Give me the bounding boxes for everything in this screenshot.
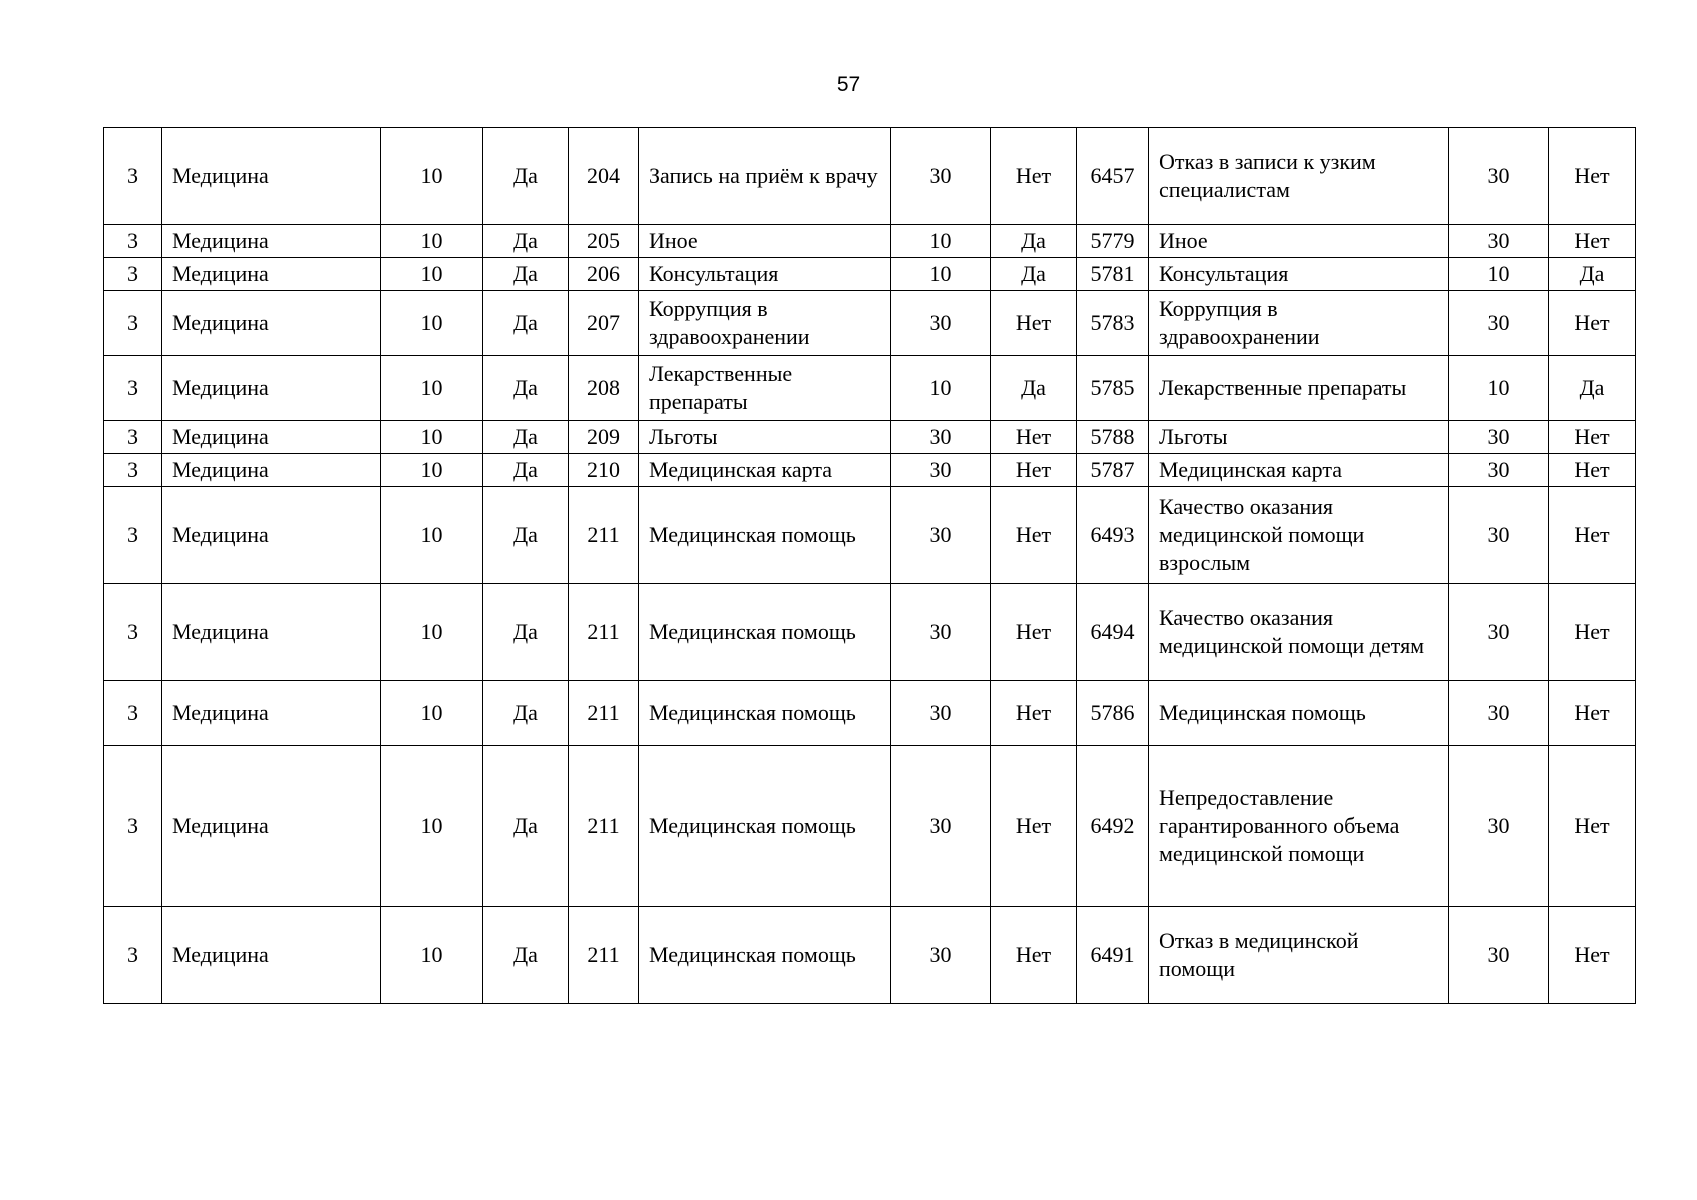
table-cell: Да: [483, 225, 569, 258]
table-cell: Медицинская помощь: [639, 584, 891, 681]
table-cell: 3: [104, 291, 162, 356]
table-cell: Нет: [991, 746, 1077, 907]
table-row: [104, 454, 1636, 487]
table-cell: Медицинская помощь: [639, 487, 891, 584]
table-cell: 30: [1449, 128, 1549, 225]
table-cell: Медицина: [162, 584, 381, 681]
table-cell: 30: [891, 128, 991, 225]
table-cell: 3: [104, 584, 162, 681]
table-cell: 30: [891, 454, 991, 487]
table-cell: 205: [569, 225, 639, 258]
table-cell: Медицина: [162, 454, 381, 487]
table-cell: 10: [381, 487, 483, 584]
table-cell: 30: [891, 746, 991, 907]
table-cell: Нет: [1549, 291, 1636, 356]
table-cell: 3: [104, 258, 162, 291]
table-cell: 10: [381, 128, 483, 225]
table-cell: Медицина: [162, 258, 381, 291]
table-cell: Лекарственные препараты: [639, 356, 891, 421]
table-cell: Нет: [1549, 681, 1636, 746]
table-cell: Нет: [1549, 907, 1636, 1004]
table-cell: Да: [483, 454, 569, 487]
table-cell: Качество оказания медицинской помощи взрослым: [1149, 487, 1449, 584]
table-cell: 10: [891, 225, 991, 258]
table-row: [104, 681, 1636, 746]
table-cell: Нет: [991, 584, 1077, 681]
table-row: [104, 907, 1636, 1004]
table-cell: Нет: [1549, 225, 1636, 258]
table-cell: Медицина: [162, 907, 381, 1004]
table-cell: Да: [1549, 356, 1636, 421]
table-cell: Да: [483, 487, 569, 584]
table-cell: Медицина: [162, 291, 381, 356]
table-cell: 10: [381, 907, 483, 1004]
table-cell: Непредоставление гарантированного объема медицинской помощи: [1149, 746, 1449, 907]
table-cell: Да: [483, 907, 569, 1004]
table-cell: 30: [891, 291, 991, 356]
table-cell: 10: [381, 291, 483, 356]
table-cell: Да: [991, 258, 1077, 291]
table-cell: 6457: [1077, 128, 1149, 225]
table-cell: Медицинская помощь: [639, 907, 891, 1004]
table-cell: Медицина: [162, 128, 381, 225]
table-row: [104, 584, 1636, 681]
table-cell: 30: [1449, 746, 1549, 907]
table-cell: 3: [104, 128, 162, 225]
table-cell: 5783: [1077, 291, 1149, 356]
table-cell: Нет: [991, 128, 1077, 225]
table-cell: 3: [104, 681, 162, 746]
page-number: 57: [836, 73, 861, 96]
table-cell: 211: [569, 907, 639, 1004]
table-cell: 10: [381, 584, 483, 681]
table-cell: Нет: [1549, 421, 1636, 454]
table-cell: Нет: [991, 907, 1077, 1004]
table-cell: 30: [1449, 681, 1549, 746]
table-cell: Да: [1549, 258, 1636, 291]
table-cell: 30: [1449, 907, 1549, 1004]
table-cell: 30: [1449, 421, 1549, 454]
table-cell: Нет: [991, 454, 1077, 487]
table-row: [104, 487, 1636, 584]
table-cell: 30: [891, 421, 991, 454]
table-cell: 3: [104, 487, 162, 584]
table-cell: 10: [891, 258, 991, 291]
table-cell: 30: [1449, 454, 1549, 487]
table-row: [104, 421, 1636, 454]
table-row: [104, 746, 1636, 907]
table-cell: 30: [1449, 584, 1549, 681]
table-cell: 209: [569, 421, 639, 454]
table-cell: 10: [381, 225, 483, 258]
table-cell: 211: [569, 681, 639, 746]
table-cell: 6494: [1077, 584, 1149, 681]
table-cell: Медицина: [162, 681, 381, 746]
table-cell: Да: [483, 746, 569, 907]
table-cell: 30: [1449, 291, 1549, 356]
table-cell: 5786: [1077, 681, 1149, 746]
table-cell: Отказ в медицинской помощи: [1149, 907, 1449, 1004]
table-cell: 204: [569, 128, 639, 225]
table-cell: 208: [569, 356, 639, 421]
table-cell: Медицина: [162, 356, 381, 421]
table-cell: Медицинская помощь: [639, 746, 891, 907]
table-cell: Да: [483, 128, 569, 225]
table-cell: 30: [891, 681, 991, 746]
table-cell: Нет: [991, 681, 1077, 746]
table-cell: Медицина: [162, 487, 381, 584]
table-cell: Коррупция в здравоохранении: [1149, 291, 1449, 356]
table-cell: 3: [104, 746, 162, 907]
table-row: [104, 128, 1636, 225]
table-cell: Нет: [991, 421, 1077, 454]
table-cell: Лекарственные препараты: [1149, 356, 1449, 421]
table-cell: Консультация: [1149, 258, 1449, 291]
table-cell: Нет: [1549, 746, 1636, 907]
table-row: [104, 356, 1636, 421]
table-cell: Медицина: [162, 421, 381, 454]
table-cell: 211: [569, 746, 639, 907]
table-cell: Льготы: [639, 421, 891, 454]
table-cell: 30: [1449, 225, 1549, 258]
table-cell: Нет: [1549, 128, 1636, 225]
table-cell: Нет: [1549, 584, 1636, 681]
table-cell: Медицина: [162, 746, 381, 907]
table-cell: 10: [1449, 356, 1549, 421]
table-cell: Качество оказания медицинской помощи детям: [1149, 584, 1449, 681]
table-cell: 210: [569, 454, 639, 487]
table-cell: 10: [1449, 258, 1549, 291]
data-table: [103, 127, 1636, 1004]
table-cell: Запись на приём к врачу: [639, 128, 891, 225]
table-cell: 10: [891, 356, 991, 421]
table-cell: Коррупция в здравоохранении: [639, 291, 891, 356]
table-cell: Нет: [1549, 454, 1636, 487]
table-cell: Медицинская помощь: [1149, 681, 1449, 746]
table-cell: 6491: [1077, 907, 1149, 1004]
table-cell: Медицинская карта: [1149, 454, 1449, 487]
table-cell: 211: [569, 584, 639, 681]
table-cell: 5781: [1077, 258, 1149, 291]
table-cell: 207: [569, 291, 639, 356]
table-cell: Иное: [1149, 225, 1449, 258]
table-cell: 6492: [1077, 746, 1149, 907]
table-cell: 3: [104, 454, 162, 487]
table-cell: Да: [991, 225, 1077, 258]
table-cell: Да: [483, 291, 569, 356]
table-cell: 10: [381, 681, 483, 746]
table-cell: Медицина: [162, 225, 381, 258]
table-cell: 6493: [1077, 487, 1149, 584]
table-row: [104, 258, 1636, 291]
table-cell: 3: [104, 356, 162, 421]
table-cell: 10: [381, 746, 483, 907]
table-cell: 10: [381, 421, 483, 454]
table-cell: Да: [483, 356, 569, 421]
table-cell: Медицинская помощь: [639, 681, 891, 746]
table-cell: 10: [381, 454, 483, 487]
table-cell: 10: [381, 258, 483, 291]
table-cell: 5785: [1077, 356, 1149, 421]
table-row: [104, 291, 1636, 356]
table-row: [104, 225, 1636, 258]
table-cell: Консультация: [639, 258, 891, 291]
table-cell: 206: [569, 258, 639, 291]
table-cell: Нет: [991, 291, 1077, 356]
table-cell: Да: [483, 421, 569, 454]
table-cell: 3: [104, 907, 162, 1004]
table-cell: 3: [104, 421, 162, 454]
table-cell: Иное: [639, 225, 891, 258]
table-cell: 30: [891, 487, 991, 584]
table-cell: Да: [483, 681, 569, 746]
table-cell: 5779: [1077, 225, 1149, 258]
table-cell: 5787: [1077, 454, 1149, 487]
table-cell: Да: [991, 356, 1077, 421]
table-cell: 3: [104, 225, 162, 258]
table-cell: Да: [483, 258, 569, 291]
table-cell: Отказ в записи к узким специалистам: [1149, 128, 1449, 225]
table-cell: Нет: [1549, 487, 1636, 584]
table-cell: 211: [569, 487, 639, 584]
table-cell: Да: [483, 584, 569, 681]
table-cell: 30: [1449, 487, 1549, 584]
table-cell: Льготы: [1149, 421, 1449, 454]
table-cell: 10: [381, 356, 483, 421]
table-cell: Нет: [991, 487, 1077, 584]
table-cell: 30: [891, 584, 991, 681]
table-cell: Медицинская карта: [639, 454, 891, 487]
table-cell: 5788: [1077, 421, 1149, 454]
table-cell: 30: [891, 907, 991, 1004]
